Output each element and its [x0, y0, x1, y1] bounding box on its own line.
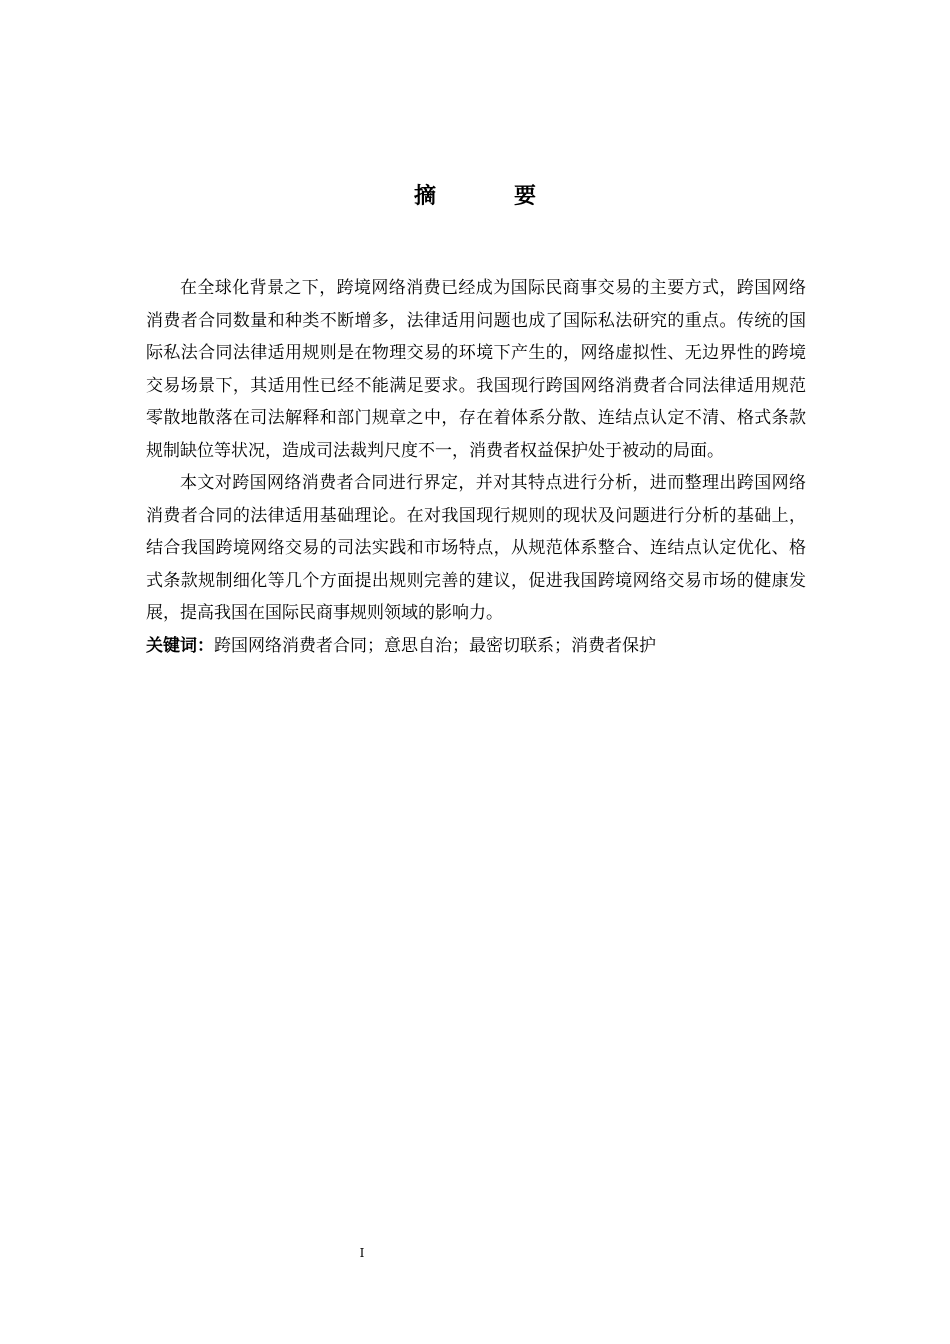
keywords-list: 跨国网络消费者合同；意思自治；最密切联系；消费者保护 — [214, 635, 656, 656]
page-number: I — [359, 1246, 365, 1260]
abstract-paragraph-2: 本文对跨国网络消费者合同进行界定，并对其特点进行分析，进而整理出跨国网络消费者合同的法律适用基础理论。在对我国现行规则的现状及问题进行分析的基础上，结合我国跨境网络交易的司法实践和市场特点，从规范体系整合、连结点认定优化、格式条款规制细化等几个方面提出规则完善的建议，促进我国跨境网络交易市场的健康发展，提高我国在国际民商事规则领域的影响力。 — [146, 473, 806, 623]
page-title: 摘 要 — [413, 184, 564, 209]
abstract-paragraph-1: 在全球化背景之下，跨境网络消费已经成为国际民商事交易的主要方式，跨国网络消费者合同数量和种类不断增多，法律适用问题也成了国际私法研究的重点。传统的国际私法合同法律适用规则是在物理交易的环境下产生的，网络虚拟性、无边界性的跨境交易场景下，其适用性已经不能满足要求。我国现行跨国网络消费者合同法律适用规范零散地散落在司法解释和部门规章之中，存在着体系分散、连结点认定不清、格式条款规制缺位等状况，造成司法裁判尺度不一，消费者权益保护处于被动的局面。 — [146, 278, 806, 461]
keywords-label: 关键词： — [146, 635, 214, 656]
abstract-body — [146, 272, 806, 662]
keywords-line — [146, 630, 806, 663]
